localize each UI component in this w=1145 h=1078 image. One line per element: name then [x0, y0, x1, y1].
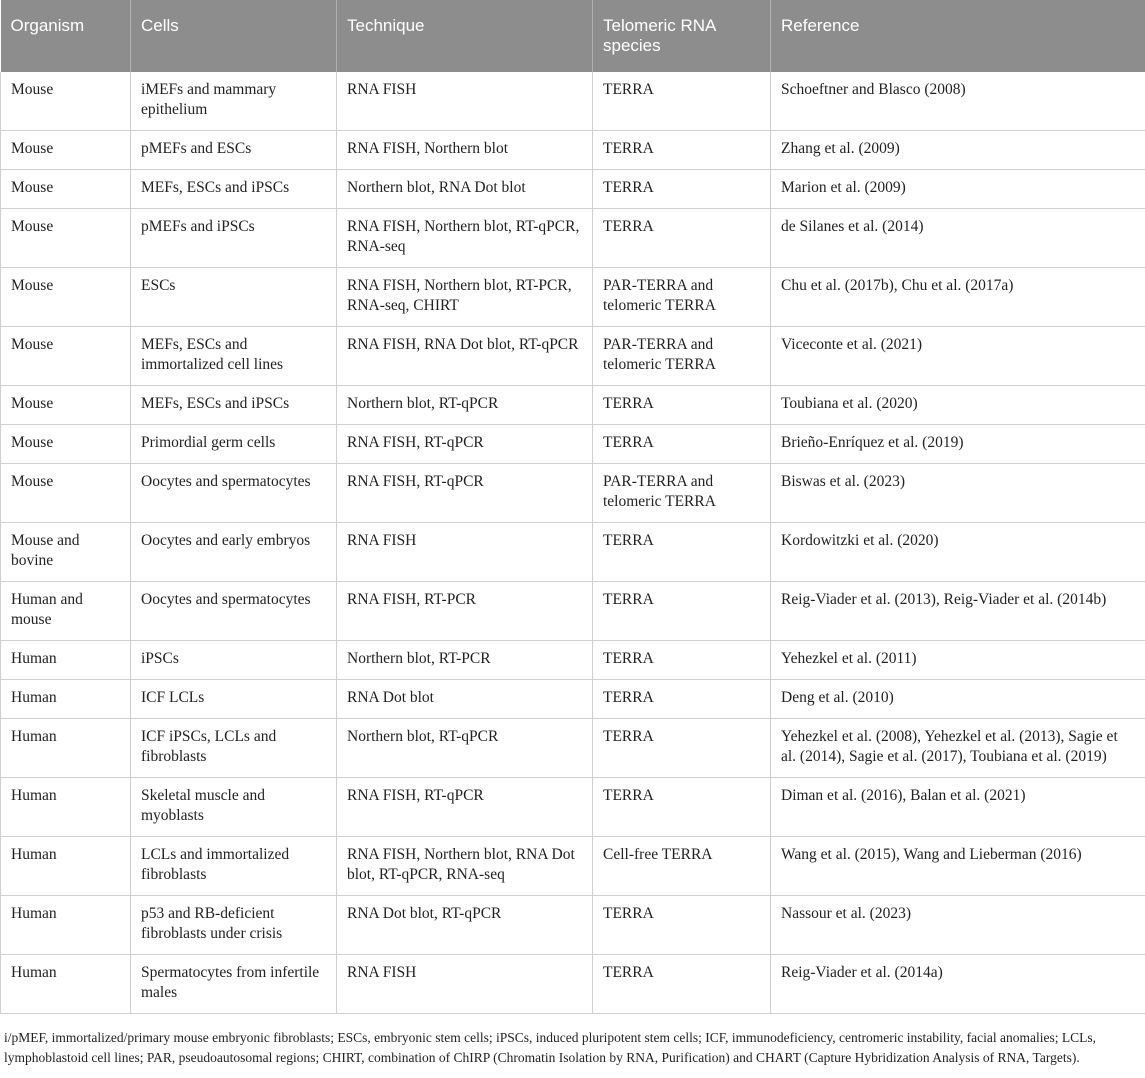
cell-reference: Nassour et al. (2023)	[771, 896, 1145, 955]
cell-reference: Yehezkel et al. (2011)	[771, 641, 1145, 680]
cell-cells: iPSCs	[131, 641, 337, 680]
cell-organism: Human	[1, 680, 131, 719]
table-row	[1, 327, 1145, 386]
cell-organism: Mouse	[1, 170, 131, 209]
cell-reference: Deng et al. (2010)	[771, 680, 1145, 719]
cell-species: TERRA	[593, 680, 771, 719]
cell-species: TERRA	[593, 523, 771, 582]
header-reference: Reference	[771, 0, 1145, 72]
table-row	[1, 425, 1145, 464]
cell-reference: Brieño-Enríquez et al. (2019)	[771, 425, 1145, 464]
cell-reference: Yehezkel et al. (2008), Yehezkel et al. (2013), Sagie et al. (2014), Sagie et al. (2017), Toubiana et al. (2019)	[771, 719, 1145, 778]
cell-organism: Mouse	[1, 131, 131, 170]
cell-species: TERRA	[593, 425, 771, 464]
cell-cells: ICF LCLs	[131, 680, 337, 719]
table-row	[1, 464, 1145, 523]
cell-cells: MEFs, ESCs and iPSCs	[131, 386, 337, 425]
cell-organism: Mouse	[1, 72, 131, 131]
cell-organism: Human	[1, 719, 131, 778]
cell-cells: Primordial germ cells	[131, 425, 337, 464]
table-row	[1, 896, 1145, 955]
cell-technique: RNA FISH, Northern blot	[337, 131, 593, 170]
cell-organism: Mouse	[1, 464, 131, 523]
cell-cells: iMEFs and mammary epithelium	[131, 72, 337, 131]
cell-species: TERRA	[593, 641, 771, 680]
cell-reference: Biswas et al. (2023)	[771, 464, 1145, 523]
cell-reference: Reig-Viader et al. (2014a)	[771, 955, 1145, 1014]
table-footnote: i/pMEF, immortalized/primary mouse embryonic fibroblasts; ESCs, embryonic stem cells; iPSCs, induced pluripotent stem cells; ICF, immunodeficiency, centromeric instability, facial anomalies; LCLs, lymphoblastoid cell lines; PAR, pseudoautosomal regions; CHIRT, combination of ChIRP (Chromatin Isolation by RNA, Purification) and CHART (Capture Hybridization Analysis of RNA, Targets).	[4, 1030, 1097, 1065]
cell-technique: Northern blot, RNA Dot blot	[337, 170, 593, 209]
cell-species: TERRA	[593, 386, 771, 425]
cell-organism: Mouse	[1, 209, 131, 268]
cell-species: TERRA	[593, 170, 771, 209]
cell-species: Cell-free TERRA	[593, 837, 771, 896]
cell-organism: Human and mouse	[1, 582, 131, 641]
cell-cells: Skeletal muscle and myoblasts	[131, 778, 337, 837]
cell-technique: RNA Dot blot, RT-qPCR	[337, 896, 593, 955]
cell-technique: RNA FISH, RT-PCR	[337, 582, 593, 641]
cell-species: TERRA	[593, 209, 771, 268]
table-body	[1, 72, 1145, 1014]
cell-reference: de Silanes et al. (2014)	[771, 209, 1145, 268]
table-row	[1, 955, 1145, 1014]
cell-technique: RNA FISH	[337, 955, 593, 1014]
header-technique: Technique	[337, 0, 593, 72]
table-row	[1, 523, 1145, 582]
cell-cells: Spermatocytes from infertile males	[131, 955, 337, 1014]
cell-cells: ESCs	[131, 268, 337, 327]
cell-technique: RNA FISH	[337, 72, 593, 131]
header-row	[1, 0, 1145, 72]
cell-reference: Wang et al. (2015), Wang and Lieberman (2016)	[771, 837, 1145, 896]
table-row	[1, 268, 1145, 327]
cell-technique: RNA FISH, RT-qPCR	[337, 778, 593, 837]
cell-technique: RNA FISH, Northern blot, RT-qPCR, RNA-seq	[337, 209, 593, 268]
cell-organism: Mouse	[1, 327, 131, 386]
table-row	[1, 209, 1145, 268]
cell-species: TERRA	[593, 72, 771, 131]
table-row	[1, 719, 1145, 778]
cell-organism: Mouse	[1, 386, 131, 425]
cell-technique: RNA FISH, RT-qPCR	[337, 425, 593, 464]
cell-technique: Northern blot, RT-PCR	[337, 641, 593, 680]
cell-technique: RNA FISH, RT-qPCR	[337, 464, 593, 523]
table-row	[1, 170, 1145, 209]
cell-organism: Human	[1, 837, 131, 896]
cell-cells: pMEFs and ESCs	[131, 131, 337, 170]
table-row	[1, 837, 1145, 896]
cell-cells: MEFs, ESCs and immortalized cell lines	[131, 327, 337, 386]
cell-cells: Oocytes and spermatocytes	[131, 464, 337, 523]
cell-organism: Mouse	[1, 425, 131, 464]
cell-cells: ICF iPSCs, LCLs and fibroblasts	[131, 719, 337, 778]
table-row	[1, 131, 1145, 170]
cell-organism: Human	[1, 778, 131, 837]
cell-cells: Oocytes and spermatocytes	[131, 582, 337, 641]
cell-cells: MEFs, ESCs and iPSCs	[131, 170, 337, 209]
cell-cells: Oocytes and early embryos	[131, 523, 337, 582]
table-row	[1, 680, 1145, 719]
cell-reference: Reig-Viader et al. (2013), Reig-Viader et al. (2014b)	[771, 582, 1145, 641]
header-species: Telomeric RNA species	[593, 0, 771, 72]
cell-reference: Zhang et al. (2009)	[771, 131, 1145, 170]
cell-reference: Toubiana et al. (2020)	[771, 386, 1145, 425]
cell-organism: Mouse	[1, 268, 131, 327]
cell-species: PAR-TERRA and telomeric TERRA	[593, 464, 771, 523]
cell-technique: RNA Dot blot	[337, 680, 593, 719]
table-row	[1, 72, 1145, 131]
table-row	[1, 386, 1145, 425]
cell-reference: Diman et al. (2016), Balan et al. (2021)	[771, 778, 1145, 837]
table-header	[1, 0, 1145, 72]
cell-technique: RNA FISH, Northern blot, RNA Dot blot, RT-qPCR, RNA-seq	[337, 837, 593, 896]
table-row	[1, 641, 1145, 680]
cell-cells: LCLs and immortalized fibroblasts	[131, 837, 337, 896]
cell-organism: Human	[1, 955, 131, 1014]
cell-species: PAR-TERRA and telomeric TERRA	[593, 268, 771, 327]
cell-reference: Marion et al. (2009)	[771, 170, 1145, 209]
cell-species: TERRA	[593, 896, 771, 955]
cell-species: TERRA	[593, 719, 771, 778]
cell-reference: Schoeftner and Blasco (2008)	[771, 72, 1145, 131]
cell-reference: Viceconte et al. (2021)	[771, 327, 1145, 386]
cell-species: PAR-TERRA and telomeric TERRA	[593, 327, 771, 386]
cell-species: TERRA	[593, 955, 771, 1014]
cell-species: TERRA	[593, 778, 771, 837]
cell-organism: Mouse and bovine	[1, 523, 131, 582]
cell-cells: pMEFs and iPSCs	[131, 209, 337, 268]
cell-technique: Northern blot, RT-qPCR	[337, 386, 593, 425]
cell-species: TERRA	[593, 582, 771, 641]
cell-species: TERRA	[593, 131, 771, 170]
cell-reference: Chu et al. (2017b), Chu et al. (2017a)	[771, 268, 1145, 327]
cell-technique: RNA FISH, Northern blot, RT-PCR, RNA-seq, CHIRT	[337, 268, 593, 327]
cell-technique: RNA FISH	[337, 523, 593, 582]
header-organism: Organism	[1, 0, 131, 72]
table-row	[1, 582, 1145, 641]
cell-organism: Human	[1, 641, 131, 680]
cell-organism: Human	[1, 896, 131, 955]
header-cells: Cells	[131, 0, 337, 72]
cell-technique: Northern blot, RT-qPCR	[337, 719, 593, 778]
cell-technique: RNA FISH, RNA Dot blot, RT-qPCR	[337, 327, 593, 386]
cell-cells: p53 and RB-deficient fibroblasts under crisis	[131, 896, 337, 955]
table-row	[1, 778, 1145, 837]
cell-reference: Kordowitzki et al. (2020)	[771, 523, 1145, 582]
